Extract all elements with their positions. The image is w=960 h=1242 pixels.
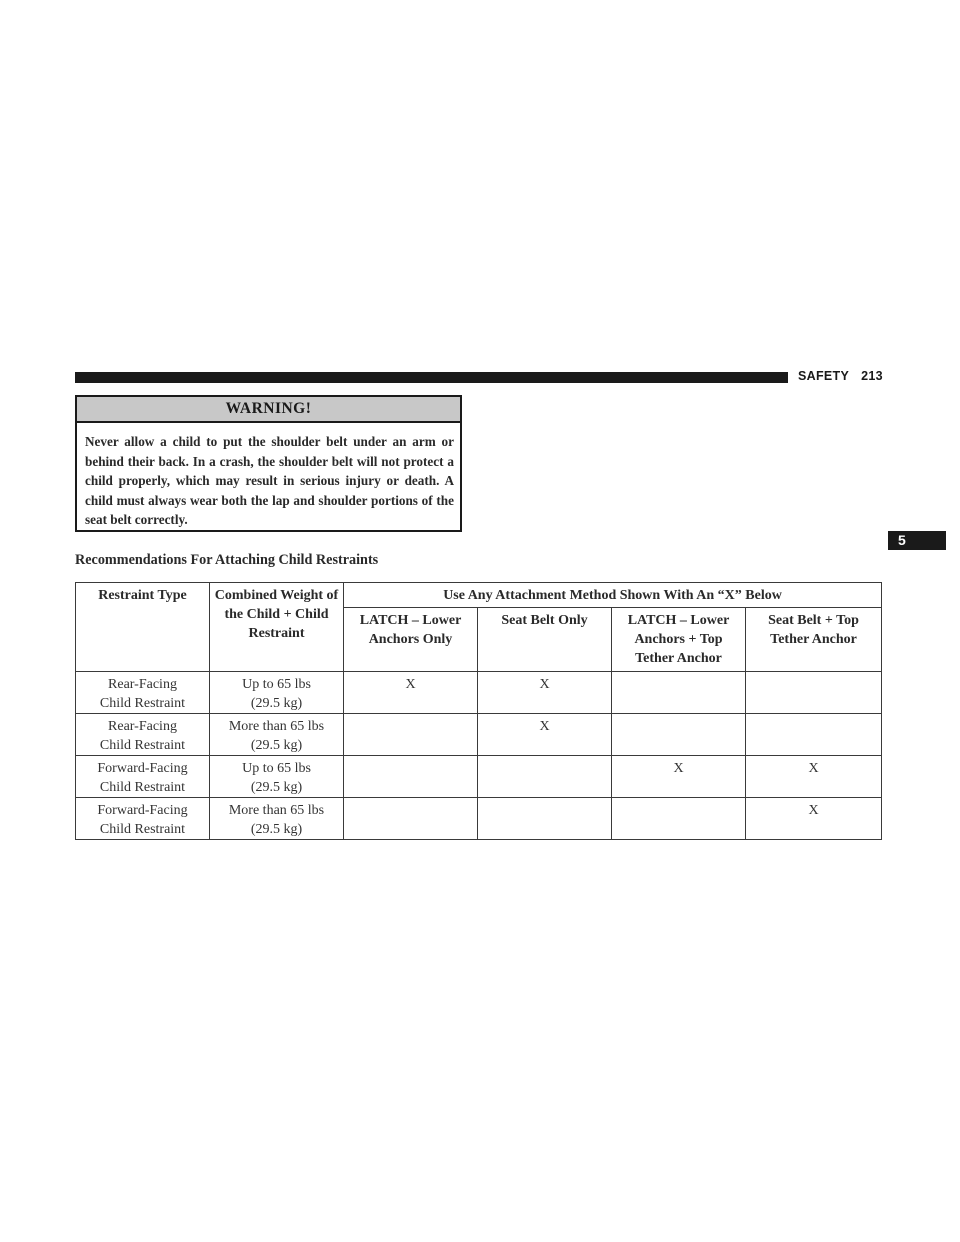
header-attachment-method: Use Any Attachment Method Shown With An “X” Below [344, 583, 882, 608]
header-latch-lower-anchors: LATCH – Lower Anchors Only [344, 608, 478, 672]
section-name: SAFETY [798, 369, 850, 383]
warning-body: Never allow a child to put the shoulder belt under an arm or behind their back. In a crash, the shoulder belt will not protect a child properly, which may result in serious injury or death. A child must always wear both the lap and shoulder portions of the seat belt correctly. [85, 434, 454, 527]
header-seat-belt-top-tether: Seat Belt + Top Tether Anchor [746, 608, 882, 672]
table-row [76, 672, 882, 714]
header-combined-weight: Combined Weight of the Child + Child Restraint [210, 583, 344, 672]
restraint-type-cell: Rear-Facing Child Restraint [76, 714, 210, 756]
header-latch-top-tether: LATCH – Lower Anchors + Top Tether Anchor [612, 608, 746, 672]
mark-cell: X [478, 672, 612, 714]
restraint-type-cell: Forward-Facing Child Restraint [76, 798, 210, 840]
table-row [76, 798, 882, 840]
table-row [76, 714, 882, 756]
restraint-type-cell: Forward-Facing Child Restraint [76, 756, 210, 798]
weight-cell: Up to 65 lbs (29.5 kg) [210, 672, 344, 714]
mark-cell [612, 714, 746, 756]
mark-cell [612, 798, 746, 840]
mark-cell [478, 798, 612, 840]
warning-box [75, 395, 462, 532]
header-seat-belt-only: Seat Belt Only [478, 608, 612, 672]
running-header [798, 369, 883, 383]
mark-cell: X [612, 756, 746, 798]
child-restraint-table [75, 582, 882, 840]
weight-cell: More than 65 lbs (29.5 kg) [210, 798, 344, 840]
mark-cell [746, 714, 882, 756]
section-heading: Recommendations For Attaching Child Restraints [75, 552, 379, 568]
mark-cell [344, 756, 478, 798]
mark-cell [746, 672, 882, 714]
chapter-tab: 5 [888, 531, 946, 550]
mark-cell [344, 798, 478, 840]
page-number: 213 [861, 369, 883, 383]
header-rule [75, 372, 788, 383]
mark-cell [478, 756, 612, 798]
table-row [76, 756, 882, 798]
header-restraint-type: Restraint Type [76, 583, 210, 672]
mark-cell: X [344, 672, 478, 714]
weight-cell: Up to 65 lbs (29.5 kg) [210, 756, 344, 798]
mark-cell [344, 714, 478, 756]
restraint-type-cell: Rear-Facing Child Restraint [76, 672, 210, 714]
mark-cell [612, 672, 746, 714]
warning-title: WARNING! [77, 397, 460, 423]
mark-cell: X [478, 714, 612, 756]
mark-cell: X [746, 756, 882, 798]
mark-cell: X [746, 798, 882, 840]
weight-cell: More than 65 lbs (29.5 kg) [210, 714, 344, 756]
